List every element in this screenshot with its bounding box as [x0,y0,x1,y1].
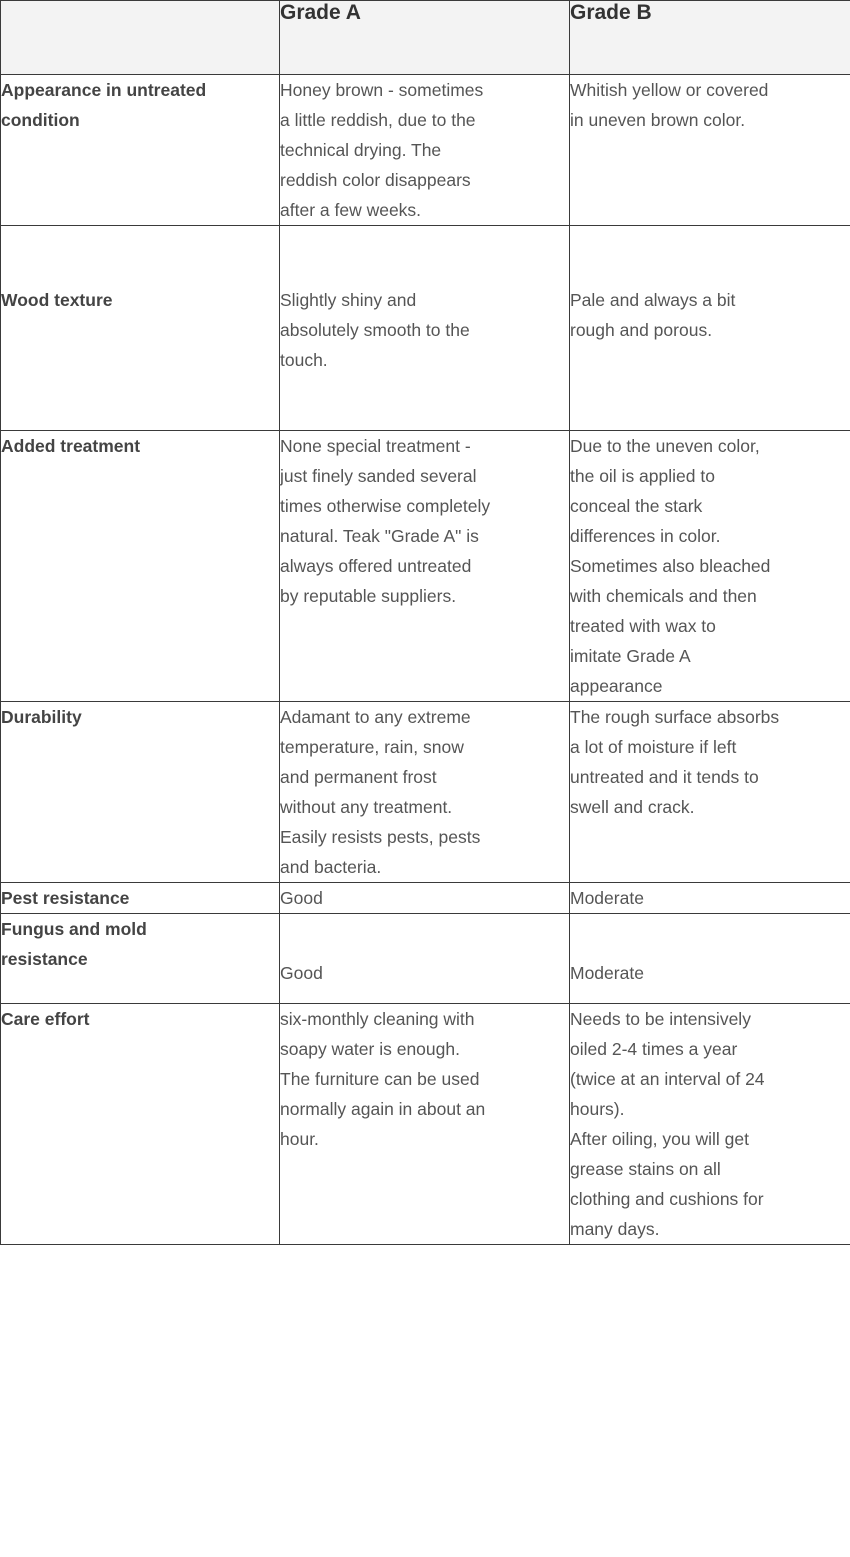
cell-line: six-monthly cleaning with [280,1009,475,1029]
grade-b-cell [570,1004,850,1245]
cell-line: untreated and it tends to [570,767,759,787]
grade-b-cell [570,431,850,702]
row-label [1,914,280,1004]
label-line: resistance [1,949,88,969]
table-body [1,75,850,1245]
grade-b-cell [570,75,850,226]
grade-a-cell [280,702,570,883]
cell-line: natural. Teak "Grade A" is [280,526,479,546]
cell-line: grease stains on all [570,1159,721,1179]
row-label [1,1004,280,1245]
grade-a-cell [280,75,570,226]
cell-line: treated with wax to [570,616,716,636]
cell-line: (twice at an interval of 24 [570,1069,765,1089]
table-row [1,883,850,914]
cell-line: by reputable suppliers. [280,586,457,606]
cell-line: appearance [570,676,663,696]
cell-line: clothing and cushions for [570,1189,764,1209]
cell-line: Pale and always a bit [570,290,736,310]
label-line: Pest resistance [1,888,130,908]
cell-line: Easily resists pests, pests [280,827,481,847]
cell-line: Good [280,963,323,983]
cell-line: without any treatment. [280,797,453,817]
grade-a-cell [280,914,570,1004]
cell-line: Moderate [570,888,644,908]
cell-line: the oil is applied to [570,466,715,486]
table-header [1,1,850,75]
cell-line: None special treatment - [280,436,471,456]
cell-line: and permanent frost [280,767,437,787]
cell-line: swell and crack. [570,797,695,817]
cell-line: Due to the uneven color, [570,436,760,456]
cell-line: soapy water is enough. [280,1039,460,1059]
grade-a-cell [280,883,570,914]
cell-line: oiled 2-4 times a year [570,1039,738,1059]
grade-a-cell [280,226,570,431]
label-line: Durability [1,707,82,727]
cell-line: Good [280,888,323,908]
cell-line: imitate Grade A [570,646,691,666]
cell-line: hour. [280,1129,319,1149]
row-label [1,883,280,914]
row-label [1,431,280,702]
cell-line: Moderate [570,963,644,983]
grade-b-cell [570,883,850,914]
cell-line: rough and porous. [570,320,713,340]
header-grade-b: Grade B [570,1,850,75]
cell-line: many days. [570,1219,660,1239]
cell-line: technical drying. The [280,140,442,160]
cell-line: Whitish yellow or covered [570,80,769,100]
cell-line: after a few weeks. [280,200,422,220]
row-label [1,226,280,431]
label-line: condition [1,110,80,130]
cell-line: conceal the stark [570,496,703,516]
cell-line: with chemicals and then [570,586,757,606]
cell-line: Needs to be intensively [570,1009,751,1029]
grade-b-cell [570,226,850,431]
grade-a-cell [280,1004,570,1245]
label-line: Care effort [1,1009,90,1029]
cell-line: normally again in about an [280,1099,486,1119]
cell-line: hours). [570,1099,625,1119]
table-row [1,431,850,702]
cell-line: The furniture can be used [280,1069,480,1089]
label-line: Appearance in untreated [1,80,207,100]
cell-line: just finely sanded several [280,466,477,486]
cell-line: reddish color disappears [280,170,471,190]
header-row [1,1,850,75]
cell-line: times otherwise completely [280,496,491,516]
row-label [1,702,280,883]
grade-b-cell [570,702,850,883]
label-line: Wood texture [1,290,113,310]
cell-line: touch. [280,350,328,370]
cell-line: always offered untreated [280,556,472,576]
header-grade-a: Grade A [280,1,570,75]
cell-line: a little reddish, due to the [280,110,476,130]
label-line: Fungus and mold [1,919,147,939]
table-row [1,75,850,226]
table-row [1,226,850,431]
table-row [1,702,850,883]
row-label [1,75,280,226]
cell-line: After oiling, you will get [570,1129,749,1149]
cell-line: and bacteria. [280,857,382,877]
cell-line: in uneven brown color. [570,110,746,130]
grade-a-cell [280,431,570,702]
cell-line: Sometimes also bleached [570,556,771,576]
cell-line: temperature, rain, snow [280,737,464,757]
cell-line: Slightly shiny and [280,290,417,310]
table-row [1,914,850,1004]
grade-b-cell [570,914,850,1004]
cell-line: a lot of moisture if left [570,737,737,757]
header-empty-cell [1,1,280,75]
cell-line: absolutely smooth to the [280,320,470,340]
table-row [1,1004,850,1245]
cell-line: differences in color. [570,526,721,546]
cell-line: Honey brown - sometimes [280,80,484,100]
label-line: Added treatment [1,436,141,456]
cell-line: Adamant to any extreme [280,707,471,727]
cell-line: The rough surface absorbs [570,707,780,727]
